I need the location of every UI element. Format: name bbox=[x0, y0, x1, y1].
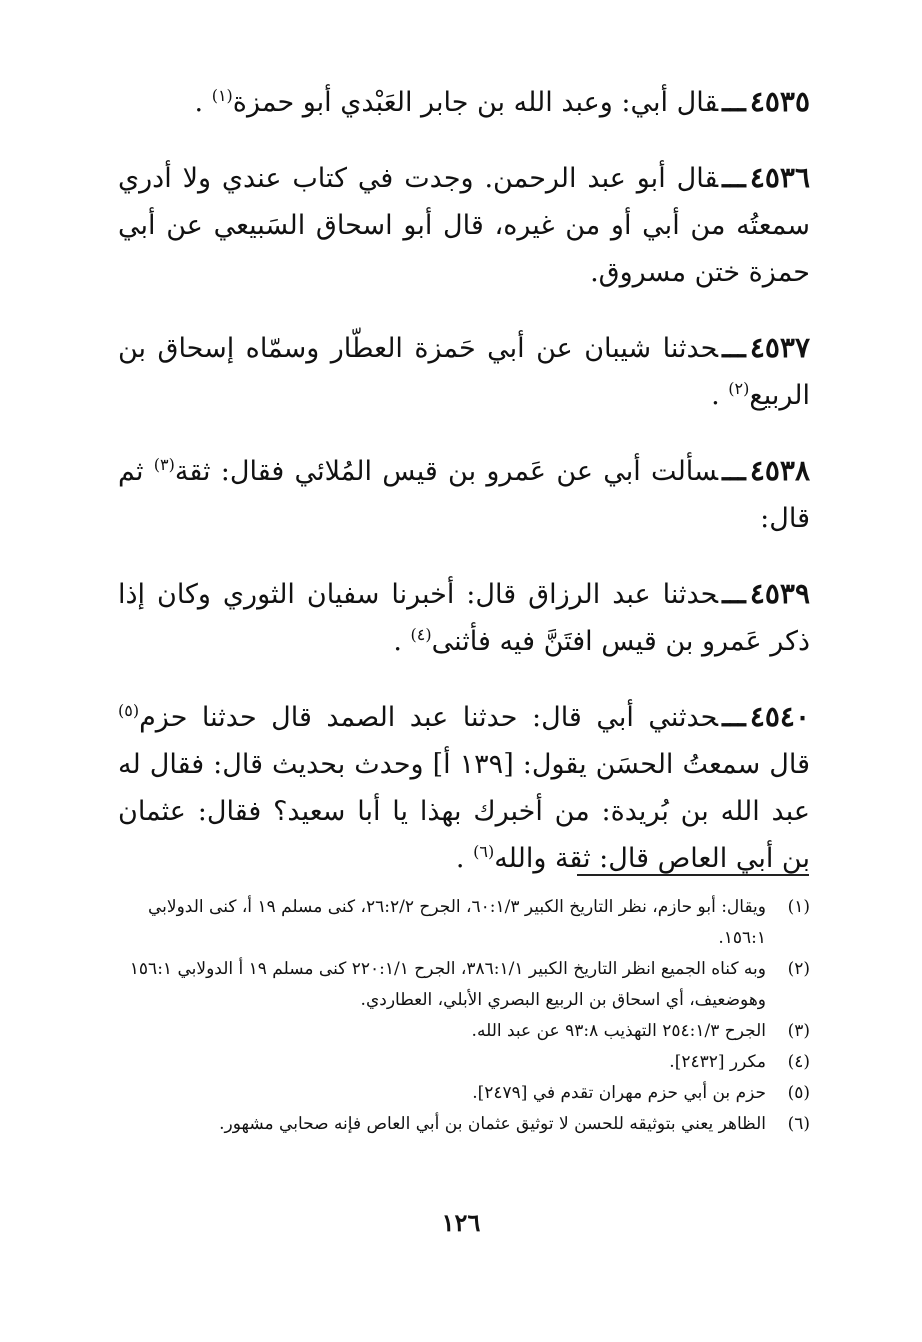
footnote-ref: (٥) bbox=[118, 701, 140, 720]
footnotes bbox=[118, 892, 810, 1140]
footnote-ref: (١) bbox=[211, 86, 233, 105]
entry-4540: ٤٥٤٠ـــحدثني أبي قال: حدثنا عبد الصمد قال حدثنا حزم$^{(٥)}$ قال سمعتُ الحسَن يقول: [١٣٩ أ] وحدث بحديث قال: فقال له عبد الله بن بُريدة: من أخبرك بهذا يا أبا سعيد؟ فقال: عثمان بن أبي العاص قال: ثقة والله$^{(٦)}$ . bbox=[118, 700, 811, 874]
footnote-ref: (٣) bbox=[153, 455, 175, 474]
entry-4538: ٤٥٣٨ـــسألت أبي عن عَمرو بن قيس المُلائي فقال: ثقة$^{(٣)}$ ثم قال: bbox=[118, 454, 810, 534]
footnote-divider bbox=[577, 874, 809, 876]
entry-4539: ٤٥٣٩ـــحدثنا عبد الرزاق قال: أخبرنا سفيان الثوري وكان إذا ذكر عَمرو بن قيس افتَنَّ فيه فأثنى$^{(٤)}$ . bbox=[118, 577, 810, 657]
entry-4536: ٤٥٣٦ـــقال أبو عبد الرحمن. وجدت في كتاب عندي ولا أدري سمعتُه من أبي أو من غيره، قال أبو اسحاق السَبيعي عن أبي حمزة ختن مسروق. bbox=[118, 161, 810, 288]
page-number: ١٢٦ bbox=[441, 1208, 481, 1237]
footnote-3: (٣) الجرح ٢٥٤:١/٣ التهذيب ٩٣:٨ عن عبد الله. bbox=[471, 1021, 810, 1041]
entry-4535: ٤٥٣٥ـــقال أبي: وعبد الله بن جابر العَبْدي أبو حمزة$^{(١)}$ . bbox=[194, 85, 810, 118]
footnote-6: (٦) الظاهر يعني بتوثيقه للحسن لا توثيق عثمان بن أبي العاص فإنه صحابي مشهور. bbox=[219, 1114, 810, 1134]
entry-4537: ٤٥٣٧ـــحدثنا شيبان عن أبي حَمزة العطّار وسمّاه إسحاق بن الربيع$^{(٢)}$ . bbox=[118, 331, 810, 411]
footnote-2: (٢) وبه كناه الجميع انظر التاريخ الكبير ٣٨٦:١/١، الجرح ٢٢٠:١/١ كنى مسلم ١٩ أ الدولابي ١٥٦:١ وهوضعيف، أي اسحاق بن الربيع البصري الأبلي، العطاردي. bbox=[129, 959, 810, 1010]
footnote-4: (٤) مكرر [٢٤٣٢]. bbox=[669, 1052, 810, 1072]
footnote-ref: (٤) bbox=[410, 625, 432, 644]
footnote-1: (١) ويقال: أبو حازم، نظر التاريخ الكبير ٦٠:١/٣، الجرح ٢٦:٢/٢، كنى مسلم ١٩ أ، كنى الدولابي ١٥٦:١. bbox=[147, 897, 810, 948]
footnote-ref: (٢) bbox=[728, 379, 750, 398]
main-text bbox=[118, 78, 810, 910]
footnote-5: (٥) حزم بن أبي حزم مهران تقدم في [٢٤٧٩]. bbox=[472, 1083, 810, 1103]
footnote-ref: (٦) bbox=[473, 842, 495, 861]
